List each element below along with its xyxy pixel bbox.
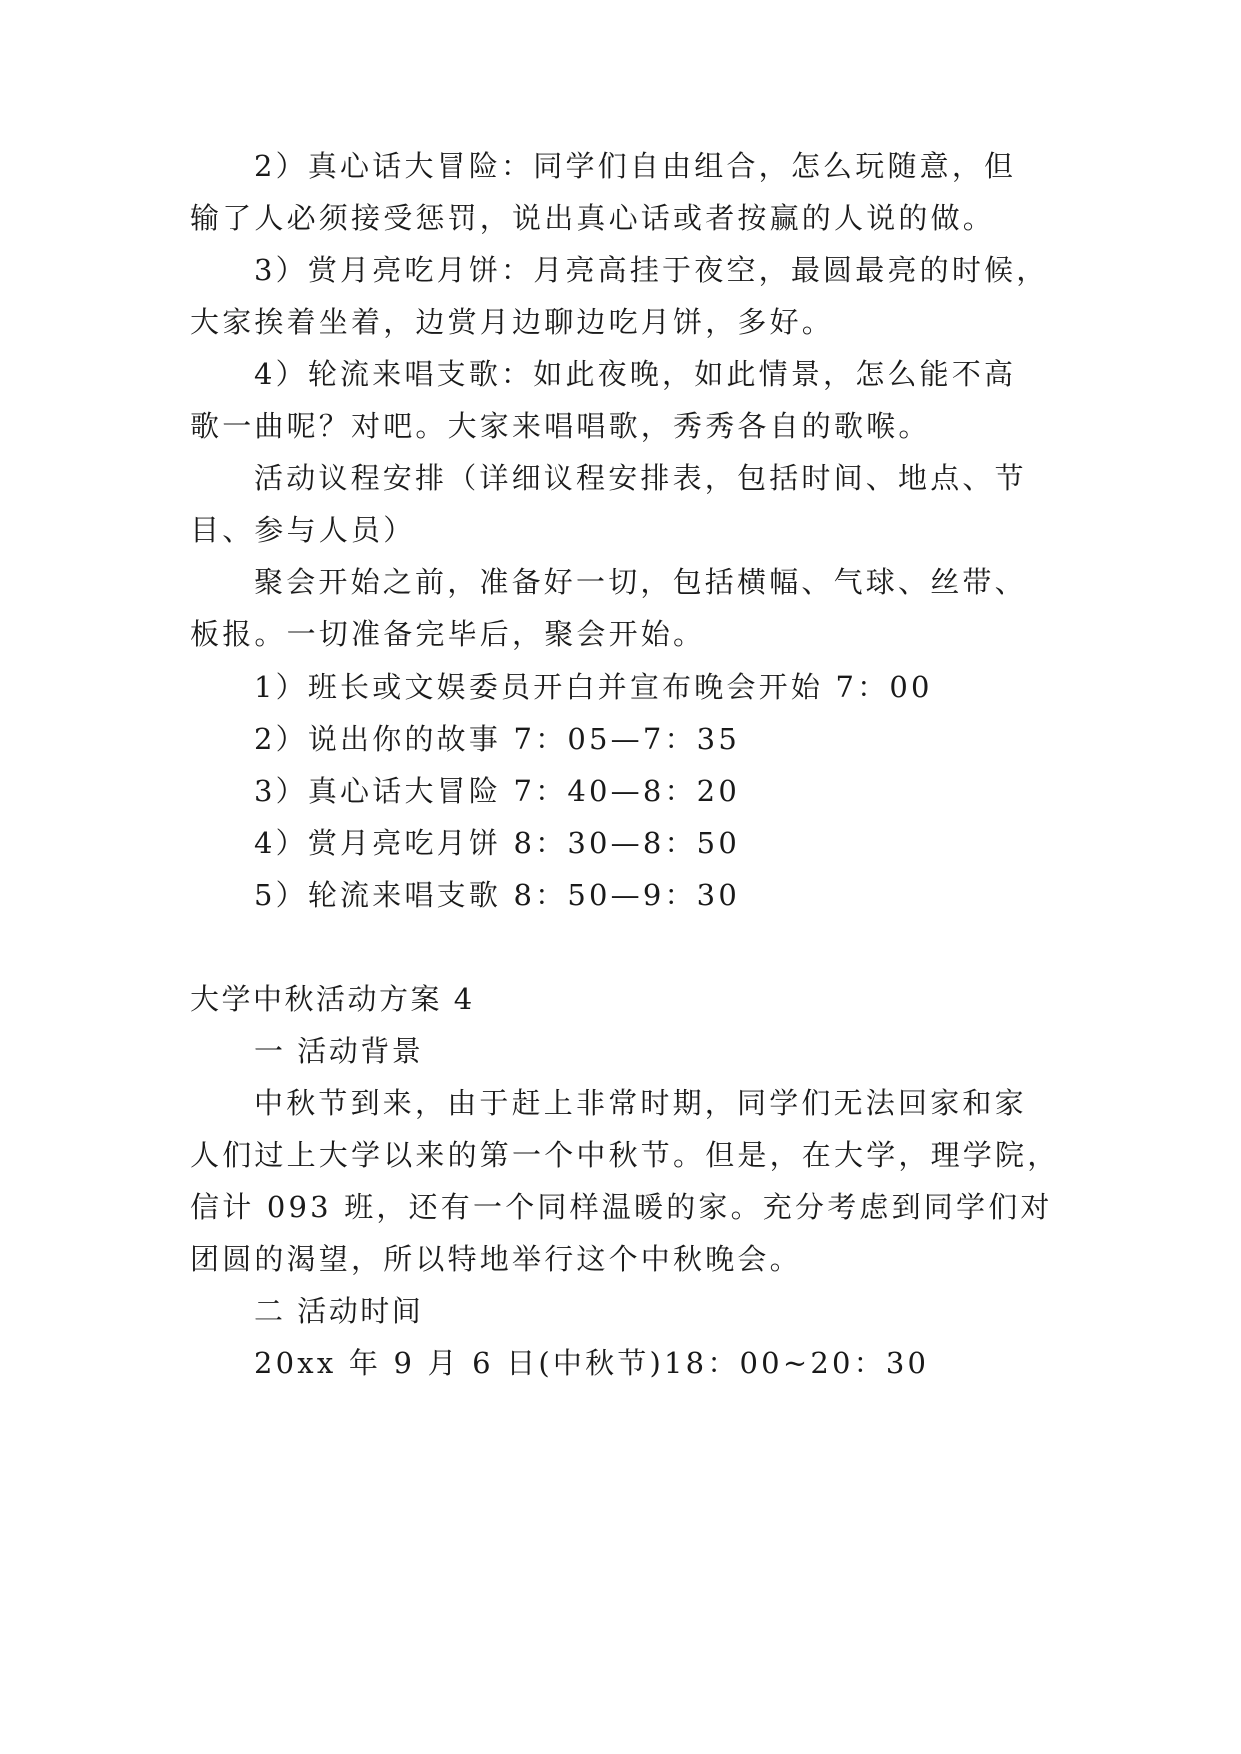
section-title: 大学中秋活动方案 4 — [190, 982, 475, 1016]
event-time: 20xx 年 9 月 6 日(中秋节)18：00~20：30 — [254, 1346, 930, 1380]
paragraph-moon-line-1: 3）赏月亮吃月饼：月亮高挂于夜空，最圆最亮的时候， — [254, 253, 1049, 287]
heading-background: 一 活动背景 — [254, 1034, 424, 1068]
paragraph-background-line-4: 团圆的渴望，所以特地举行这个中秋晚会。 — [190, 1242, 802, 1276]
paragraph-song-line-1: 4）轮流来唱支歌：如此夜晚，如此情景，怎么能不高 — [254, 357, 1017, 391]
paragraph-agenda-intro-line-1: 活动议程安排（详细议程安排表，包括时间、地点、节 — [254, 461, 1027, 495]
heading-time: 二 活动时间 — [254, 1294, 424, 1328]
paragraph-agenda-intro-line-2: 目、参与人员） — [190, 513, 416, 547]
paragraph-truth-dare-line-1: 2）真心话大冒险：同学们自由组合，怎么玩随意，但 — [254, 149, 1017, 183]
agenda-item: 4）赏月亮吃月饼 8：30—8：50 — [254, 826, 740, 860]
agenda-item: 2）说出你的故事 7：05—7：35 — [254, 722, 740, 756]
agenda-item: 3）真心话大冒险 7：40—8：20 — [254, 774, 740, 808]
agenda-item: 1）班长或文娱委员开白并宣布晚会开始 7：00 — [254, 670, 933, 704]
paragraph-background-line-1: 中秋节到来，由于赶上非常时期，同学们无法回家和家 — [254, 1086, 1027, 1120]
paragraph-prep-line-1: 聚会开始之前，准备好一切，包括横幅、气球、丝带、 — [254, 565, 1027, 599]
paragraph-prep-line-2: 板报。一切准备完毕后，聚会开始。 — [190, 617, 706, 651]
agenda-item: 5）轮流来唱支歌 8：50—9：30 — [254, 878, 740, 912]
paragraph-truth-dare-line-2: 输了人必须接受惩罚，说出真心话或者按赢的人说的做。 — [190, 201, 996, 235]
paragraph-background-line-3: 信计 093 班，还有一个同样温暖的家。充分考虑到同学们对 — [190, 1190, 1053, 1224]
paragraph-background-line-2: 人们过上大学以来的第一个中秋节。但是，在大学，理学院， — [190, 1138, 1060, 1172]
paragraph-moon-line-2: 大家挨着坐着，边赏月边聊边吃月饼，多好。 — [190, 305, 835, 339]
paragraph-song-line-2: 歌一曲呢？对吧。大家来唱唱歌，秀秀各自的歌喉。 — [190, 409, 931, 443]
